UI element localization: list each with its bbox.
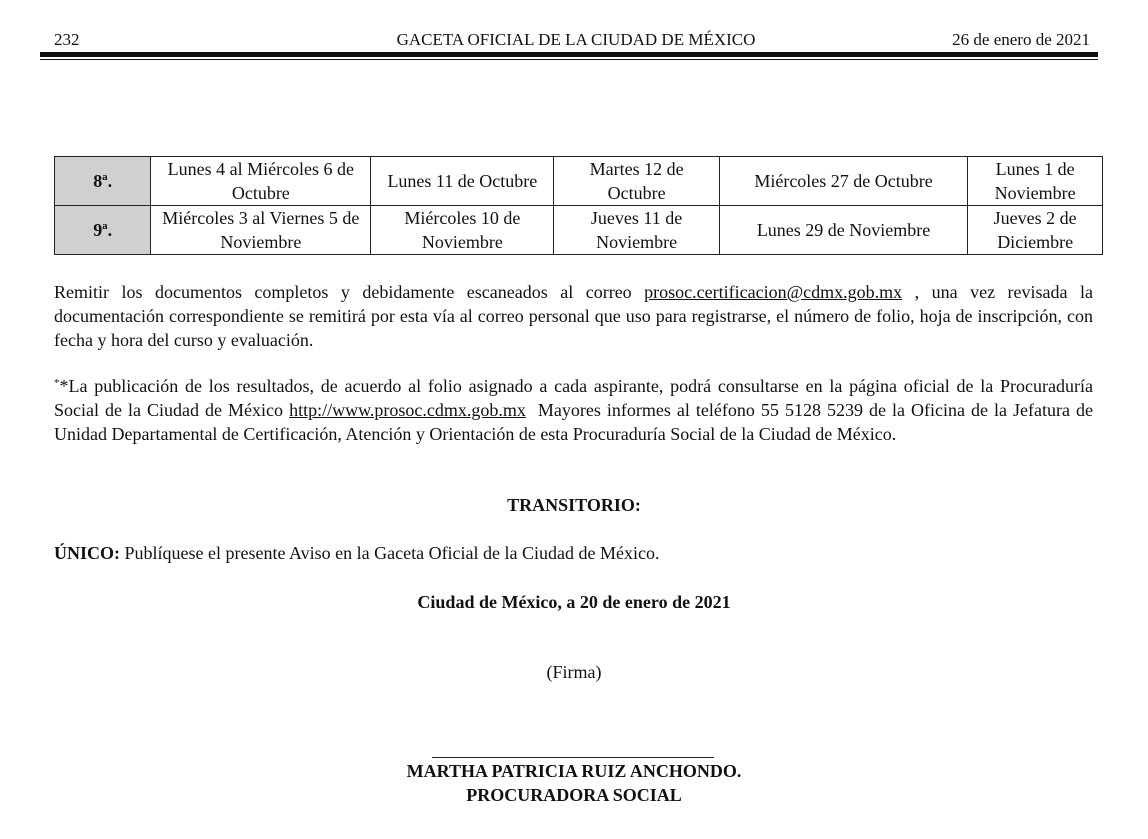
footnote-mark: * xyxy=(54,377,60,389)
table-cell: Miércoles 3 al Viernes 5 de Noviembre xyxy=(151,206,371,255)
row-number-cell: 9ª. xyxy=(55,206,151,255)
table-cell: Lunes 1 de Noviembre xyxy=(968,157,1103,206)
table-cell: Jueves 11 de Noviembre xyxy=(554,206,719,255)
paragraph-text: *La publicación de los resultados, de acuerdo al folio asignado a cada aspirante, podrá consultarse en la página oficial de la Procuraduría Social de la Ciudad de México xyxy=(54,376,1093,420)
paragraph-text: Mayores informes al teléfono 55 5128 5239 de la Oficina de la Jefatura de Unidad Departamental de Certificación, Atención y Orientación de esta Procuraduría Social de la Ciudad de México. xyxy=(54,400,1098,444)
table-cell: Lunes 11 de Octubre xyxy=(371,157,554,206)
schedule-table xyxy=(54,156,1103,255)
table-row xyxy=(55,206,1103,255)
table-row xyxy=(55,157,1103,206)
table-cell: Lunes 29 de Noviembre xyxy=(719,206,968,255)
place-and-date: Ciudad de México, a 20 de enero de 2021 xyxy=(417,592,731,612)
table-cell: Jueves 2 de Diciembre xyxy=(968,206,1103,255)
unico-label: ÚNICO: xyxy=(54,543,120,563)
signer-title: PROCURADORA SOCIAL xyxy=(466,785,682,805)
header-rule-thick xyxy=(40,52,1098,57)
signature-line xyxy=(432,757,714,758)
documents-paragraph xyxy=(54,280,1093,352)
signer-name: MARTHA PATRICIA RUIZ ANCHONDO. xyxy=(406,761,742,781)
transitorio-heading: TRANSITORIO: xyxy=(507,495,641,515)
table-cell: Miércoles 10 de Noviembre xyxy=(371,206,554,255)
header-rule-thin xyxy=(40,59,1098,60)
results-paragraph xyxy=(54,374,1098,446)
signature-placeholder: (Firma) xyxy=(546,662,602,682)
paragraph-text: Remitir los documentos completos y debidamente escaneados al correo xyxy=(54,282,645,302)
page-number: 232 xyxy=(54,30,80,49)
table-cell: Martes 12 de Octubre xyxy=(554,157,719,206)
unico-text: Publíquese el presente Aviso en la Gaceta Oficial de la Ciudad de México. xyxy=(120,543,660,563)
page-header xyxy=(54,30,1098,52)
website-link[interactable]: http://www.prosoc.cdmx.gob.mx xyxy=(289,400,526,420)
unico-clause xyxy=(54,543,660,564)
publication-title: GACETA OFICIAL DE LA CIUDAD DE MÉXICO xyxy=(396,30,756,49)
paragraph-text: , una vez revisada la documentación correspondiente se remitirá por esta vía al correo personal que uso para registrarse, el número de folio, hoja de inscripción, con fecha y hora del curso y evaluación. xyxy=(54,282,1093,350)
email-link[interactable]: prosoc.certificacion@cdmx.gob.mx xyxy=(644,282,903,302)
table-cell: Miércoles 27 de Octubre xyxy=(719,157,968,206)
publication-date: 26 de enero de 2021 xyxy=(952,30,1090,49)
row-number-cell: 8ª. xyxy=(55,157,151,206)
table-cell: Lunes 4 al Miércoles 6 de Octubre xyxy=(151,157,371,206)
